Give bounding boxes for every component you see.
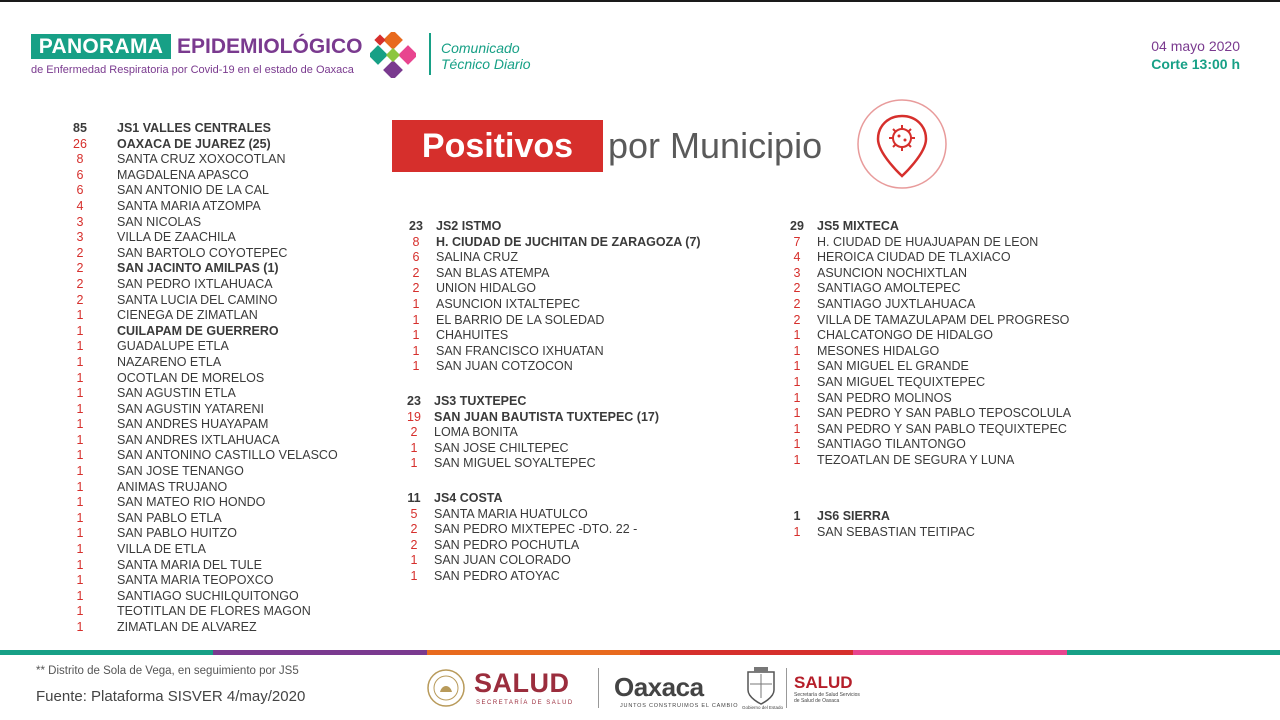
municipality-name: SAN JOSE TENANGO: [117, 464, 244, 479]
municipality-name: MESONES HIDALGO: [817, 343, 940, 358]
case-count: 1: [76, 479, 84, 494]
municipality-name: SAN PEDRO ATOYAC: [434, 568, 560, 583]
municipality-name: SANTIAGO SUCHILQUITONGO: [117, 588, 299, 603]
group-name: JS4 COSTA: [434, 491, 503, 505]
municipality-name: H. CIUDAD DE JUCHITAN DE ZARAGOZA (7): [436, 234, 701, 249]
municipality-name: SALINA CRUZ: [436, 250, 518, 265]
case-count: 1: [76, 448, 84, 463]
case-count: 1: [410, 456, 418, 471]
case-count: 2: [793, 281, 801, 296]
epidemiologico-label: EPIDEMIOLÓGICO: [177, 35, 363, 58]
case-count: 1: [793, 343, 801, 358]
oaxaca-subtitle: JUNTOS CONSTRUIMOS EL CAMBIO: [620, 703, 739, 709]
case-count: 19: [407, 409, 421, 424]
municipality-name: NAZARENO ETLA: [117, 354, 222, 369]
group-name: JS5 MIXTECA: [817, 219, 899, 233]
header-subtitle: de Enfermedad Respiratoria por Covid-19 en el estado de Oaxaca: [31, 64, 354, 76]
case-count: 1: [793, 406, 801, 421]
case-count: 1: [76, 432, 84, 447]
group-total: 85: [73, 121, 87, 135]
municipality-name: SAN ANTONIO DE LA CAL: [117, 183, 269, 198]
case-count: 1: [793, 359, 801, 374]
municipality-name: VILLA DE TAMAZULAPAM DEL PROGRESO: [817, 312, 1070, 327]
municipality-name: SAN JOSE CHILTEPEC: [434, 440, 569, 455]
case-count: 2: [412, 281, 420, 296]
municipality-name: SAN PEDRO IXTLAHUACA: [117, 276, 273, 291]
municipality-name: SAN MIGUEL TEQUIXTEPEC: [817, 374, 986, 389]
color-bar-segment: [640, 650, 853, 655]
case-count: 1: [412, 359, 420, 374]
case-count: 2: [76, 292, 84, 307]
case-count: 1: [793, 374, 801, 389]
municipality-name: SAN AGUSTIN ETLA: [117, 386, 236, 401]
case-count: 3: [793, 265, 801, 280]
municipality-name: SAN MIGUEL EL GRANDE: [817, 359, 969, 374]
comunicado-line1: Comunicado: [441, 40, 520, 56]
title-highlight: Positivos: [392, 120, 603, 172]
color-bar-segment: [0, 650, 213, 655]
header-divider: [429, 33, 431, 75]
municipality-name: CHALCATONGO DE HIDALGO: [817, 328, 993, 343]
case-count: 2: [410, 537, 418, 552]
case-count: 1: [793, 437, 801, 452]
municipality-name: SAN MIGUEL SOYALTEPEC: [434, 456, 596, 471]
top-border-line: [0, 0, 1280, 2]
municipality-name: SAN NICOLAS: [117, 214, 202, 229]
footer-source: Fuente: Plataforma SISVER 4/may/2020: [36, 688, 306, 705]
salud-federal-subtitle: SECRETARÍA DE SALUD: [476, 700, 574, 706]
case-count: 1: [76, 370, 84, 385]
municipality-name: CIENEGA DE ZIMATLAN: [117, 308, 258, 323]
case-count: 1: [76, 464, 84, 479]
municipality-name: ASUNCION IXTALTEPEC: [436, 296, 581, 311]
municipality-name: SAN AGUSTIN YATARENI: [117, 401, 265, 416]
municipality-name: SAN MATEO RIO HONDO: [117, 495, 266, 510]
municipality-name: OAXACA DE JUAREZ (25): [117, 136, 271, 151]
municipality-name: SANTIAGO JUXTLAHUACA: [817, 296, 976, 311]
case-count: 2: [410, 522, 418, 537]
municipality-name: VILLA DE ZAACHILA: [117, 230, 236, 245]
case-count: 1: [793, 328, 801, 343]
panorama-label: PANORAMA: [31, 34, 171, 59]
municipality-name: CUILAPAM DE GUERRERO: [117, 323, 279, 338]
municipality-name: H. CIUDAD DE HUAJUAPAN DE LEON: [817, 234, 1039, 249]
municipality-name: SANTA MARIA TEOPOXCO: [117, 573, 274, 588]
municipality-name: SAN PEDRO Y SAN PABLO TEQUIXTEPEC: [817, 421, 1067, 436]
case-count: 6: [76, 183, 84, 198]
case-count: 1: [410, 568, 418, 583]
municipality-name: SANTA CRUZ XOXOCOTLAN: [117, 152, 286, 167]
case-count: 1: [412, 296, 420, 311]
municipality-name: HEROICA CIUDAD DE TLAXIACO: [817, 250, 1011, 265]
case-count: 1: [76, 495, 84, 510]
case-count: 2: [793, 296, 801, 311]
municipality-name: SAN JUAN BAUTISTA TUXTEPEC (17): [434, 409, 660, 424]
group-total: 1: [793, 509, 801, 523]
case-count: 1: [76, 526, 84, 541]
case-count: 1: [412, 343, 420, 358]
case-count: 3: [76, 214, 84, 229]
color-bar-segment: [427, 650, 640, 655]
municipality-name: MAGDALENA APASCO: [117, 167, 249, 182]
color-bar-segment: [213, 650, 426, 655]
municipality-name: SANTIAGO TILANTONGO: [817, 437, 966, 452]
color-bar-segment: [853, 650, 1066, 655]
municipality-name: SAN FRANCISCO IXHUATAN: [436, 343, 604, 358]
case-count: 1: [76, 604, 84, 619]
group-name: JS6 SIERRA: [817, 509, 890, 523]
group-name: JS1 VALLES CENTRALES: [117, 121, 271, 135]
municipality-name: SAN JUAN COLORADO: [434, 553, 571, 568]
case-count: 1: [76, 417, 84, 432]
case-count: 1: [76, 386, 84, 401]
municipality-name: SANTA MARIA ATZOMPA: [117, 198, 261, 213]
municipality-name: SANTA MARIA DEL TULE: [117, 557, 262, 572]
case-count: 1: [76, 542, 84, 557]
municipality-name: SAN SEBASTIAN TEITIPAC: [817, 524, 975, 539]
case-count: 1: [76, 510, 84, 525]
case-count: 2: [410, 425, 418, 440]
municipality-name: SAN BARTOLO COYOTEPEC: [117, 245, 288, 260]
footer-note: ** Distrito de Sola de Vega, en seguimiento por JS5: [36, 665, 299, 677]
case-count: 1: [412, 312, 420, 327]
municipality-name: EL BARRIO DE LA SOLEDAD: [436, 312, 605, 327]
case-count: 26: [73, 136, 87, 151]
report-date: 04 mayo 2020: [1151, 38, 1240, 54]
case-count: 1: [76, 557, 84, 572]
municipality-name: SAN PEDRO POCHUTLA: [434, 537, 580, 552]
case-count: 8: [412, 234, 420, 249]
case-count: 1: [793, 524, 801, 539]
municipality-name: SAN PABLO ETLA: [117, 510, 222, 525]
color-bar-segment: [1067, 650, 1280, 655]
footer-divider: [598, 668, 599, 708]
case-count: 1: [76, 339, 84, 354]
case-count: 2: [793, 312, 801, 327]
municipality-name: SAN PEDRO Y SAN PABLO TEPOSCOLULA: [817, 406, 1072, 421]
municipality-name: ANIMAS TRUJANO: [117, 479, 228, 494]
comunicado-line2: Técnico Diario: [441, 56, 531, 72]
municipality-name: TEZOATLAN DE SEGURA Y LUNA: [817, 452, 1015, 467]
municipality-name: SAN BLAS ATEMPA: [436, 265, 550, 280]
case-count: 8: [76, 152, 84, 167]
oaxaca-shield-icon: [744, 666, 778, 706]
report-cutoff: Corte 13:00 h: [1151, 56, 1240, 72]
case-count: 6: [76, 167, 84, 182]
municipality-name: SAN JUAN COTZOCON: [436, 359, 573, 374]
mexico-seal-icon: [426, 668, 466, 708]
case-count: 7: [793, 234, 801, 249]
municipality-name: TEOTITLAN DE FLORES MAGON: [117, 604, 311, 619]
municipality-name: SAN JACINTO AMILPAS (1): [117, 261, 279, 276]
municipality-name: LOMA BONITA: [434, 425, 518, 440]
case-count: 2: [76, 245, 84, 260]
salud-estatal-subtitle: Secretaría de Salud Servicios de Salud de Oaxaca: [794, 692, 860, 704]
case-count: 1: [76, 620, 84, 634]
case-count: 1: [76, 401, 84, 416]
oaxaca-logo: Oaxaca: [614, 672, 704, 702]
case-count: 5: [410, 506, 418, 521]
group-total: 23: [407, 394, 421, 408]
comunicado-label: [441, 40, 530, 72]
municipality-name: ZIMATLAN DE ALVAREZ: [117, 620, 257, 634]
municipality-name: SANTA LUCIA DEL CAMINO: [117, 292, 278, 307]
municipality-name: VILLA DE ETLA: [117, 542, 206, 557]
case-count: 3: [76, 230, 84, 245]
case-count: 4: [793, 250, 801, 265]
municipality-name: SAN PEDRO MIXTEPEC -DTO. 22 -: [434, 522, 638, 537]
case-count: 1: [76, 323, 84, 338]
municipality-name: SANTIAGO AMOLTEPEC: [817, 281, 961, 296]
group-name: JS3 TUXTEPEC: [434, 394, 527, 408]
case-count: 1: [410, 553, 418, 568]
footer-divider-2: [786, 668, 787, 708]
case-count: 1: [76, 354, 84, 369]
case-count: 2: [76, 261, 84, 276]
footer-color-bar: [0, 650, 1280, 655]
group-total: 29: [790, 219, 804, 233]
case-count: 1: [793, 421, 801, 436]
title-rest: por Municipio: [608, 125, 823, 166]
municipality-name: SAN ANTONINO CASTILLO VELASCO: [117, 448, 338, 463]
case-count: 2: [412, 265, 420, 280]
case-count: 1: [76, 308, 84, 323]
municipality-name: GUADALUPE ETLA: [117, 339, 229, 354]
case-count: 1: [793, 390, 801, 405]
group-total: 11: [407, 491, 421, 505]
municipality-name: SAN PEDRO MOLINOS: [817, 390, 952, 405]
municipality-name: SANTA MARIA HUATULCO: [434, 506, 588, 521]
case-count: 1: [76, 588, 84, 603]
municipality-name: OCOTLAN DE MORELOS: [117, 370, 265, 385]
salud-estatal-logo: SALUD: [794, 673, 853, 692]
case-count: 1: [412, 328, 420, 343]
case-count: 6: [412, 250, 420, 265]
municipality-name: ASUNCION NOCHIXTLAN: [817, 265, 968, 280]
panorama-logo-icon: [370, 32, 416, 78]
municipality-name: SAN ANDRES IXTLAHUACA: [117, 432, 280, 447]
case-count: 1: [76, 573, 84, 588]
case-count: 4: [76, 198, 84, 213]
municipality-name: SAN PABLO HUITZO: [117, 526, 237, 541]
salud-federal-logo: SALUD: [474, 668, 570, 698]
location-virus-icon: [852, 98, 952, 190]
municipality-name: UNION HIDALGO: [436, 281, 537, 296]
group-name: JS2 ISTMO: [436, 219, 502, 233]
case-count: 1: [410, 440, 418, 455]
group-total: 23: [409, 219, 423, 233]
gobierno-subtitle: Gobierno del Estado: [742, 705, 784, 710]
municipality-name: SAN ANDRES HUAYAPAM: [117, 417, 269, 432]
municipality-name: CHAHUITES: [436, 328, 509, 343]
case-count: 1: [793, 452, 801, 467]
case-count: 2: [76, 276, 84, 291]
